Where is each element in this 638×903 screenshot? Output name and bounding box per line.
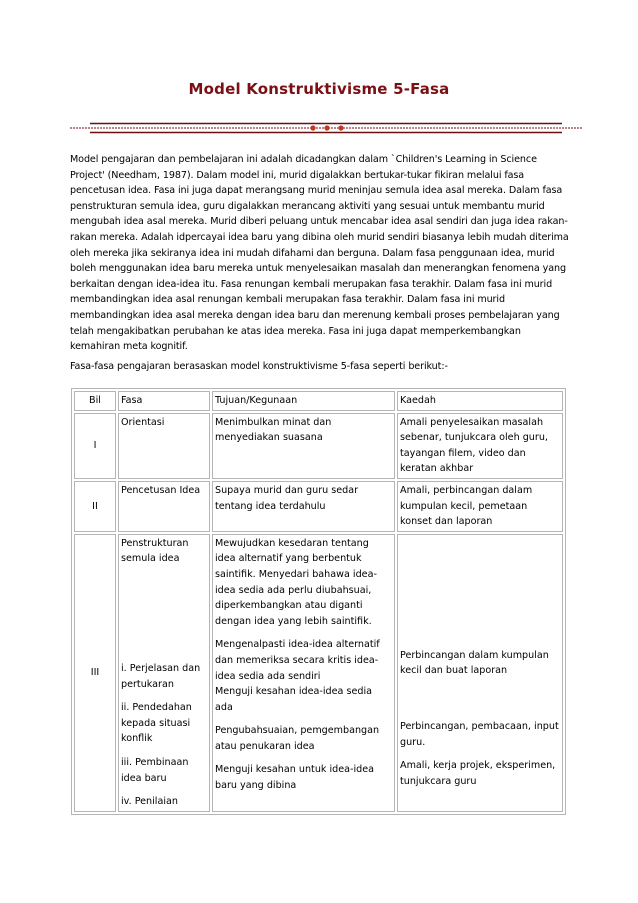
fasa-sub-ii: ii. Pendedahan kepada situasi konflik — [121, 702, 192, 745]
header-bil: Bil — [74, 391, 116, 411]
phase-table — [71, 388, 566, 815]
table-header-row — [74, 391, 563, 411]
kaedah-sub-iii: Amali, kerja projek, eksperimen, tunjukcara guru — [400, 760, 556, 787]
row-bil: II — [74, 481, 116, 532]
tujuan-sub-i: Mengenalpasti idea-idea alternatif dan memeriksa secara kritis idea-idea sedia ada sendiri — [215, 639, 380, 682]
tujuan-main: Mewujudkan kesedaran tentang idea alternatif yang berbentuk saintifik. Menyedari bahawa idea-idea sedia ada perlu diubahsuai, diperkembangkan atau diganti dengan idea yang lebih saintifik. — [215, 537, 377, 627]
intro-paragraph: Model pengajaran dan pembelajaran ini adalah dicadangkan dalam `Children's Learning in Science Project' (Needham, 1987). Dalam model ini, murid digalakkan bertukar-tukar fikiran melalui fasa pencetusan idea. Fasa ini juga dapat merangsang murid meninjau semula idea asal mereka. Dalam fasa penstrukturan semula idea, guru digalakkan merancang aktiviti yang sesuai untuk membantu murid mengubah idea asal mereka. Murid diberi peluang untuk mencabar idea asal sendiri dan juga idea rakan-rakan mereka. Adalah idpercayai idea baru yang dibina oleh murid sendiri biasanya lebih mudah diterima oleh mereka jika sekiranya idea ini mudah difahami dan berguna. Dalam fasa penggunaan idea, murid boleh menggunakan idea baru mereka untuk menyelesaikan masalah dan menerangkan fenomena yang berkaitan dengan idea-idea itu. Fasa renungan kembali merupakan fasa terakhir. Dalam fasa ini murid membandingkan idea asal renungan kembali merupakan fasa terakhir. Dalam fasa ini murid membandingkan idea asal mereka dengan idea baru dan merenung kembali proses pembelajaran yang telah mengakibatkan perubahan ke atas idea mereka. Fasa ini juga dapat memperkembangkan kemahiran meta kognitif. — [70, 154, 569, 353]
header-tujuan: Tujuan/Kegunaan — [212, 391, 395, 411]
fasa-sub-iv: iv. Penilaian — [121, 796, 178, 808]
table-row — [74, 534, 563, 812]
ornamental-divider — [70, 121, 582, 135]
table-row — [74, 413, 563, 479]
row-fasa: Pencetusan Idea — [118, 481, 210, 532]
row-kaedah: Amali, perbincangan dalam kumpulan kecil, pemetaan konset dan laporan — [397, 481, 563, 532]
tujuan-sub-i2: Menguji kesahan idea-idea sedia ada — [215, 686, 373, 713]
row-bil: III — [74, 534, 116, 812]
page-title: Model Konstruktivisme 5-Fasa — [188, 80, 450, 98]
fasa-main: Penstrukturan semula idea — [121, 537, 189, 565]
row-tujuan-cell — [212, 534, 395, 812]
row-kaedah: Amali penyelesaikan masalah sebenar, tunjukcara oleh guru, tayangan filem, video dan keratan akhbar — [397, 413, 563, 479]
header-kaedah: Kaedah — [397, 391, 563, 411]
row-tujuan: Menimbulkan minat dan menyediakan suasana — [212, 413, 395, 479]
kaedah-sub-i: Perbincangan dalam kumpulan kecil dan buat laporan — [400, 649, 549, 677]
kaedah-sub-ii: Perbincangan, pembacaan, input guru. — [400, 720, 559, 748]
table-intro: Fasa-fasa pengajaran berasaskan model konstruktivisme 5-fasa seperti berikut:- — [70, 361, 448, 372]
row-tujuan: Supaya murid dan guru sedar tentang idea terdahulu — [212, 481, 395, 532]
row-bil: I — [74, 413, 116, 479]
fasa-sub-iii: iii. Pembinaan idea baru — [121, 756, 189, 784]
row-kaedah-cell — [397, 534, 563, 812]
tujuan-sub-iii: Menguji kesahan untuk idea-idea baru yang dibina — [215, 764, 375, 792]
row-fasa-cell — [118, 534, 210, 812]
row-fasa: Orientasi — [118, 413, 210, 479]
header-fasa: Fasa — [118, 391, 210, 411]
tujuan-sub-ii: Pengubahsuaian, pemgembangan atau penukaran idea — [215, 725, 380, 752]
fasa-sub-i: i. Perjelasan dan pertukaran — [121, 662, 201, 690]
table-row — [74, 481, 563, 532]
